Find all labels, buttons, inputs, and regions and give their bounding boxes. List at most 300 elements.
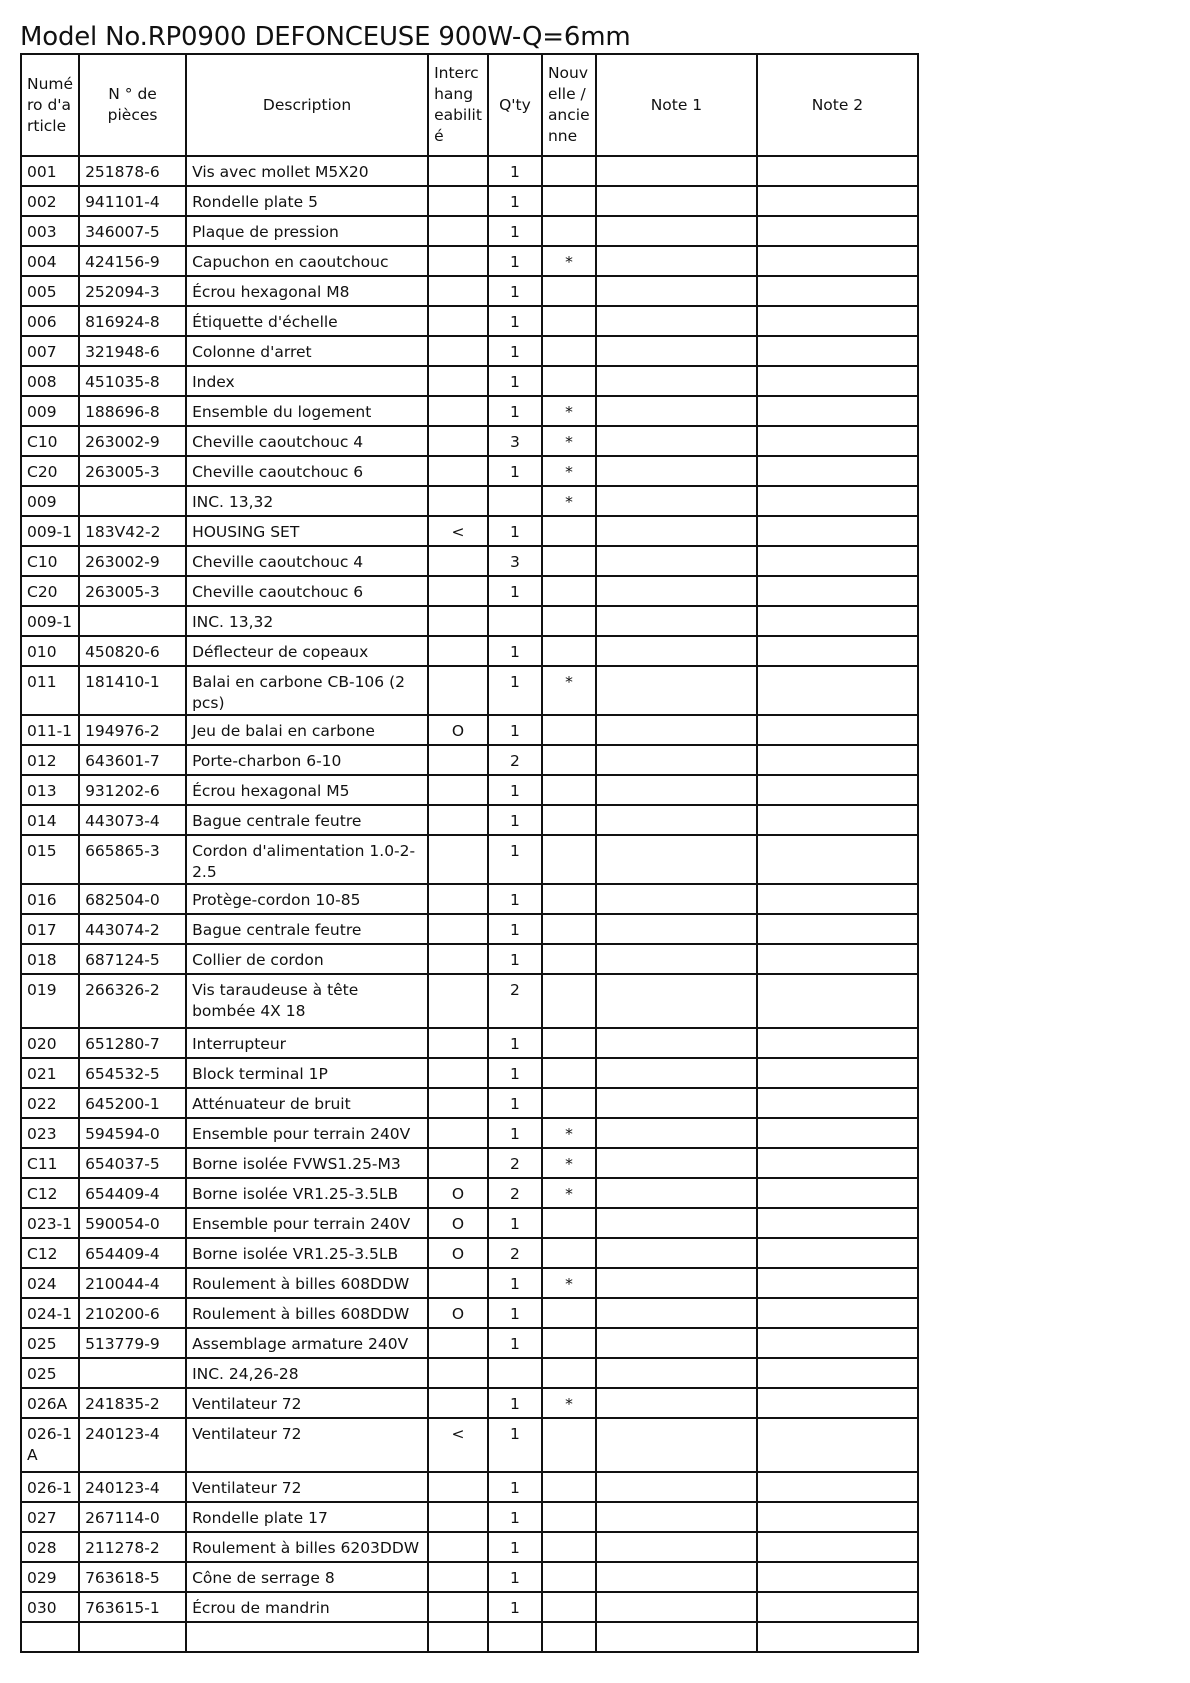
table-row: [21, 944, 918, 974]
cell-part-number: 763615-1: [79, 1592, 186, 1622]
cell-note-1: [596, 1178, 757, 1208]
cell-item-number: 019: [21, 974, 79, 1028]
cell-description: Ensemble pour terrain 240V: [186, 1208, 428, 1238]
cell-interchangeability: [428, 1268, 488, 1298]
cell-interchangeability: [428, 156, 488, 186]
cell-new-old: [542, 944, 596, 974]
cell-interchangeability: [428, 1148, 488, 1178]
cell-item-number: 011: [21, 666, 79, 715]
cell-note-1: [596, 1238, 757, 1268]
cell-interchangeability: O: [428, 1238, 488, 1268]
cell-new-old: [542, 1328, 596, 1358]
cell-part-number: [79, 606, 186, 636]
cell-note-2: [757, 186, 918, 216]
cell-description: Block terminal 1P: [186, 1058, 428, 1088]
cell-note-1: [596, 1562, 757, 1592]
cell-item-number: 014: [21, 805, 79, 835]
cell-new-old: *: [542, 456, 596, 486]
cell-new-old: [542, 974, 596, 1028]
cell-item-number: 012: [21, 745, 79, 775]
header-note-2: Note 2: [757, 54, 918, 156]
cell-interchangeability: [428, 666, 488, 715]
cell-note-1: [596, 186, 757, 216]
cell-item-number: C20: [21, 576, 79, 606]
cell-note-1: [596, 914, 757, 944]
cell-note-2: [757, 835, 918, 884]
cell-part-number: 594594-0: [79, 1118, 186, 1148]
cell-note-1: [596, 835, 757, 884]
cell-note-2: [757, 1088, 918, 1118]
cell-note-1: [596, 1028, 757, 1058]
header-item-number: Numé ro d'a rticle: [21, 54, 79, 156]
cell-part-number: 321948-6: [79, 336, 186, 366]
cell-description: Roulement à billes 6203DDW: [186, 1532, 428, 1562]
cell-quantity: [488, 1622, 542, 1652]
cell-note-1: [596, 1118, 757, 1148]
cell-item-number: 018: [21, 944, 79, 974]
cell-item-number: 026-1A: [21, 1418, 79, 1472]
cell-item-number: 009: [21, 396, 79, 426]
cell-description: Cheville caoutchouc 4: [186, 426, 428, 456]
cell-quantity: 3: [488, 426, 542, 456]
cell-interchangeability: [428, 336, 488, 366]
cell-quantity: 1: [488, 1532, 542, 1562]
cell-item-number: 029: [21, 1562, 79, 1592]
cell-quantity: 1: [488, 805, 542, 835]
cell-item-number: 013: [21, 775, 79, 805]
cell-quantity: 1: [488, 1562, 542, 1592]
table-row: [21, 1328, 918, 1358]
cell-part-number: 645200-1: [79, 1088, 186, 1118]
cell-part-number: 816924-8: [79, 306, 186, 336]
table-row: [21, 1088, 918, 1118]
cell-description: Cordon d'alimentation 1.0-2-2.5: [186, 835, 428, 884]
table-row: [21, 1592, 918, 1622]
cell-part-number: 183V42-2: [79, 516, 186, 546]
cell-part-number: 443074-2: [79, 914, 186, 944]
cell-new-old: [542, 775, 596, 805]
cell-interchangeability: O: [428, 715, 488, 745]
cell-part-number: 267114-0: [79, 1502, 186, 1532]
cell-note-2: [757, 1298, 918, 1328]
table-row: [21, 715, 918, 745]
cell-part-number: 263005-3: [79, 456, 186, 486]
cell-new-old: [542, 576, 596, 606]
cell-part-number: 941101-4: [79, 186, 186, 216]
cell-note-1: [596, 456, 757, 486]
cell-quantity: 1: [488, 306, 542, 336]
cell-quantity: 1: [488, 186, 542, 216]
cell-note-2: [757, 1358, 918, 1388]
cell-new-old: [542, 1208, 596, 1238]
cell-new-old: [542, 1238, 596, 1268]
cell-quantity: 1: [488, 944, 542, 974]
cell-item-number: 007: [21, 336, 79, 366]
cell-description: Ventilateur 72: [186, 1388, 428, 1418]
cell-note-2: [757, 576, 918, 606]
cell-quantity: [488, 606, 542, 636]
cell-note-2: [757, 1208, 918, 1238]
cell-description: Borne isolée FVWS1.25-M3: [186, 1148, 428, 1178]
cell-note-2: [757, 715, 918, 745]
cell-quantity: 1: [488, 884, 542, 914]
cell-new-old: [542, 805, 596, 835]
cell-interchangeability: [428, 306, 488, 336]
cell-note-2: [757, 805, 918, 835]
cell-new-old: *: [542, 486, 596, 516]
cell-new-old: [542, 835, 596, 884]
cell-description: INC. 13,32: [186, 486, 428, 516]
cell-interchangeability: [428, 426, 488, 456]
cell-quantity: 1: [488, 1418, 542, 1472]
cell-quantity: 1: [488, 1088, 542, 1118]
cell-note-2: [757, 606, 918, 636]
cell-new-old: *: [542, 666, 596, 715]
cell-note-2: [757, 1148, 918, 1178]
cell-note-1: [596, 246, 757, 276]
table-row: [21, 606, 918, 636]
cell-interchangeability: [428, 1388, 488, 1418]
cell-note-2: [757, 1028, 918, 1058]
cell-description: Collier de cordon: [186, 944, 428, 974]
cell-note-1: [596, 1388, 757, 1418]
cell-note-1: [596, 156, 757, 186]
cell-item-number: 024: [21, 1268, 79, 1298]
cell-description: Balai en carbone CB-106 (2 pcs): [186, 666, 428, 715]
table-row: [21, 775, 918, 805]
table-row: [21, 156, 918, 186]
cell-part-number: 443073-4: [79, 805, 186, 835]
cell-description: Roulement à billes 608DDW: [186, 1268, 428, 1298]
cell-description: Borne isolée VR1.25-3.5LB: [186, 1178, 428, 1208]
cell-quantity: 1: [488, 456, 542, 486]
cell-note-2: [757, 1532, 918, 1562]
cell-part-number: 263002-9: [79, 546, 186, 576]
cell-item-number: 026A: [21, 1388, 79, 1418]
table-row: [21, 1208, 918, 1238]
cell-note-2: [757, 156, 918, 186]
cell-interchangeability: O: [428, 1298, 488, 1328]
cell-new-old: *: [542, 1118, 596, 1148]
header-part-number: N ° de pièces: [79, 54, 186, 156]
cell-new-old: [542, 546, 596, 576]
table-row: [21, 546, 918, 576]
cell-new-old: [542, 1028, 596, 1058]
cell-interchangeability: [428, 974, 488, 1028]
cell-item-number: 010: [21, 636, 79, 666]
cell-note-2: [757, 1388, 918, 1418]
cell-note-1: [596, 1592, 757, 1622]
cell-item-number: 027: [21, 1502, 79, 1532]
cell-part-number: 763618-5: [79, 1562, 186, 1592]
table-row: [21, 1178, 918, 1208]
cell-note-2: [757, 745, 918, 775]
cell-description: Jeu de balai en carbone: [186, 715, 428, 745]
cell-description: Cône de serrage 8: [186, 1562, 428, 1592]
cell-item-number: C10: [21, 426, 79, 456]
cell-item-number: 008: [21, 366, 79, 396]
cell-description: Vis taraudeuse à tête bombée 4X 18: [186, 974, 428, 1028]
cell-interchangeability: [428, 246, 488, 276]
cell-quantity: 1: [488, 1118, 542, 1148]
cell-note-1: [596, 1358, 757, 1388]
cell-interchangeability: [428, 835, 488, 884]
cell-quantity: 1: [488, 1388, 542, 1418]
cell-quantity: 2: [488, 745, 542, 775]
cell-item-number: 023: [21, 1118, 79, 1148]
cell-description: Cheville caoutchouc 6: [186, 576, 428, 606]
cell-interchangeability: [428, 1328, 488, 1358]
table-row: [21, 1058, 918, 1088]
cell-note-2: [757, 974, 918, 1028]
cell-interchangeability: [428, 1562, 488, 1592]
header-interchangeability: Interc hang eabilit é: [428, 54, 488, 156]
cell-quantity: [488, 1358, 542, 1388]
cell-note-1: [596, 576, 757, 606]
cell-description: Étiquette d'échelle: [186, 306, 428, 336]
cell-quantity: 1: [488, 1298, 542, 1328]
cell-note-2: [757, 884, 918, 914]
cell-interchangeability: [428, 745, 488, 775]
table-row: [21, 486, 918, 516]
cell-note-2: [757, 366, 918, 396]
cell-interchangeability: [428, 1472, 488, 1502]
cell-part-number: 665865-3: [79, 835, 186, 884]
cell-part-number: 251878-6: [79, 156, 186, 186]
table-row: [21, 396, 918, 426]
cell-note-1: [596, 1088, 757, 1118]
cell-part-number: 194976-2: [79, 715, 186, 745]
cell-note-2: [757, 306, 918, 336]
cell-item-number: 009: [21, 486, 79, 516]
cell-note-1: [596, 276, 757, 306]
cell-item-number: 028: [21, 1532, 79, 1562]
cell-note-2: [757, 944, 918, 974]
cell-new-old: [542, 636, 596, 666]
cell-note-1: [596, 366, 757, 396]
header-row: [21, 54, 918, 156]
cell-part-number: [79, 1358, 186, 1388]
header-quantity: Q'ty: [488, 54, 542, 156]
cell-part-number: 687124-5: [79, 944, 186, 974]
cell-item-number: 015: [21, 835, 79, 884]
cell-new-old: [542, 1358, 596, 1388]
cell-interchangeability: [428, 1058, 488, 1088]
cell-quantity: 1: [488, 1208, 542, 1238]
table-row: [21, 1358, 918, 1388]
cell-item-number: 011-1: [21, 715, 79, 745]
cell-description: Assemblage armature 240V: [186, 1328, 428, 1358]
cell-quantity: 1: [488, 396, 542, 426]
table-row: [21, 884, 918, 914]
cell-new-old: [542, 606, 596, 636]
cell-interchangeability: [428, 366, 488, 396]
cell-item-number: C11: [21, 1148, 79, 1178]
cell-note-1: [596, 884, 757, 914]
cell-item-number: 025: [21, 1328, 79, 1358]
cell-item-number: 023-1: [21, 1208, 79, 1238]
cell-description: Plaque de pression: [186, 216, 428, 246]
cell-note-1: [596, 775, 757, 805]
cell-note-2: [757, 1178, 918, 1208]
cell-new-old: *: [542, 246, 596, 276]
cell-note-1: [596, 516, 757, 546]
cell-description: Interrupteur: [186, 1028, 428, 1058]
cell-new-old: *: [542, 1148, 596, 1178]
cell-item-number: 026-1: [21, 1472, 79, 1502]
cell-interchangeability: [428, 456, 488, 486]
cell-description: Roulement à billes 608DDW: [186, 1298, 428, 1328]
cell-part-number: 654037-5: [79, 1148, 186, 1178]
page-title: Model No.RP0900 DEFONCEUSE 900W-Q=6mm: [20, 22, 631, 52]
cell-quantity: 1: [488, 1268, 542, 1298]
cell-description: Déflecteur de copeaux: [186, 636, 428, 666]
table-row: [21, 666, 918, 715]
table-row: [21, 1028, 918, 1058]
cell-item-number: C20: [21, 456, 79, 486]
cell-new-old: [542, 745, 596, 775]
cell-part-number: 643601-7: [79, 745, 186, 775]
cell-description: Capuchon en caoutchouc: [186, 246, 428, 276]
cell-interchangeability: O: [428, 1178, 488, 1208]
table-row: [21, 426, 918, 456]
cell-quantity: 1: [488, 636, 542, 666]
cell-part-number: 931202-6: [79, 775, 186, 805]
cell-quantity: 1: [488, 1502, 542, 1532]
cell-note-1: [596, 974, 757, 1028]
cell-quantity: 1: [488, 1592, 542, 1622]
cell-interchangeability: [428, 606, 488, 636]
cell-new-old: [542, 306, 596, 336]
cell-part-number: 424156-9: [79, 246, 186, 276]
cell-quantity: 1: [488, 1058, 542, 1088]
cell-note-1: [596, 426, 757, 456]
cell-note-2: [757, 516, 918, 546]
cell-quantity: 1: [488, 1028, 542, 1058]
cell-interchangeability: [428, 1502, 488, 1532]
cell-note-2: [757, 1118, 918, 1148]
cell-part-number: 210044-4: [79, 1268, 186, 1298]
cell-quantity: 2: [488, 1148, 542, 1178]
cell-note-2: [757, 216, 918, 246]
cell-new-old: [542, 1532, 596, 1562]
cell-note-2: [757, 1472, 918, 1502]
cell-part-number: 654532-5: [79, 1058, 186, 1088]
table-row: [21, 276, 918, 306]
cell-description: Atténuateur de bruit: [186, 1088, 428, 1118]
cell-interchangeability: [428, 486, 488, 516]
cell-new-old: [542, 715, 596, 745]
cell-note-2: [757, 1058, 918, 1088]
cell-interchangeability: [428, 1028, 488, 1058]
cell-part-number: 654409-4: [79, 1178, 186, 1208]
cell-item-number: 030: [21, 1592, 79, 1622]
table-row: [21, 456, 918, 486]
cell-note-2: [757, 396, 918, 426]
cell-note-2: [757, 456, 918, 486]
cell-new-old: [542, 1592, 596, 1622]
cell-part-number: 241835-2: [79, 1388, 186, 1418]
cell-interchangeability: [428, 1088, 488, 1118]
table-row: [21, 1298, 918, 1328]
table-row: [21, 246, 918, 276]
cell-part-number: 651280-7: [79, 1028, 186, 1058]
cell-item-number: 002: [21, 186, 79, 216]
cell-interchangeability: [428, 944, 488, 974]
table-row: [21, 914, 918, 944]
cell-interchangeability: [428, 1358, 488, 1388]
cell-interchangeability: [428, 1118, 488, 1148]
cell-item-number: 024-1: [21, 1298, 79, 1328]
cell-description: Écrou de mandrin: [186, 1592, 428, 1622]
table-row: [21, 636, 918, 666]
cell-item-number: C10: [21, 546, 79, 576]
cell-note-2: [757, 1268, 918, 1298]
cell-item-number: 004: [21, 246, 79, 276]
cell-interchangeability: <: [428, 1418, 488, 1472]
cell-quantity: 1: [488, 1328, 542, 1358]
table-row: [21, 336, 918, 366]
table-row: [21, 1388, 918, 1418]
table-row: [21, 1502, 918, 1532]
cell-quantity: 1: [488, 775, 542, 805]
cell-new-old: [542, 276, 596, 306]
cell-part-number: 346007-5: [79, 216, 186, 246]
cell-note-1: [596, 396, 757, 426]
cell-part-number: [79, 1622, 186, 1652]
cell-item-number: 009-1: [21, 606, 79, 636]
cell-note-2: [757, 636, 918, 666]
table-row: [21, 306, 918, 336]
cell-note-2: [757, 276, 918, 306]
cell-description: Index: [186, 366, 428, 396]
cell-item-number: 006: [21, 306, 79, 336]
cell-note-1: [596, 306, 757, 336]
cell-description: INC. 24,26-28: [186, 1358, 428, 1388]
table-row: [21, 1622, 918, 1652]
cell-quantity: [488, 486, 542, 516]
cell-note-2: [757, 546, 918, 576]
table-row: [21, 835, 918, 884]
cell-part-number: 252094-3: [79, 276, 186, 306]
cell-quantity: 1: [488, 366, 542, 396]
cell-note-1: [596, 715, 757, 745]
table-row: [21, 1268, 918, 1298]
cell-item-number: 001: [21, 156, 79, 186]
cell-note-1: [596, 1328, 757, 1358]
cell-description: [186, 1622, 428, 1652]
cell-new-old: [542, 914, 596, 944]
cell-new-old: [542, 1298, 596, 1328]
table-row: [21, 186, 918, 216]
cell-description: Colonne d'arret: [186, 336, 428, 366]
cell-note-1: [596, 606, 757, 636]
cell-new-old: [542, 336, 596, 366]
cell-note-1: [596, 216, 757, 246]
cell-description: Vis avec mollet M5X20: [186, 156, 428, 186]
cell-note-1: [596, 1532, 757, 1562]
cell-item-number: 025: [21, 1358, 79, 1388]
cell-interchangeability: [428, 636, 488, 666]
cell-description: Ensemble pour terrain 240V: [186, 1118, 428, 1148]
cell-part-number: 266326-2: [79, 974, 186, 1028]
cell-note-1: [596, 1622, 757, 1652]
cell-part-number: 451035-8: [79, 366, 186, 396]
cell-description: Cheville caoutchouc 6: [186, 456, 428, 486]
cell-item-number: C12: [21, 1178, 79, 1208]
table-row: [21, 805, 918, 835]
cell-note-2: [757, 1622, 918, 1652]
